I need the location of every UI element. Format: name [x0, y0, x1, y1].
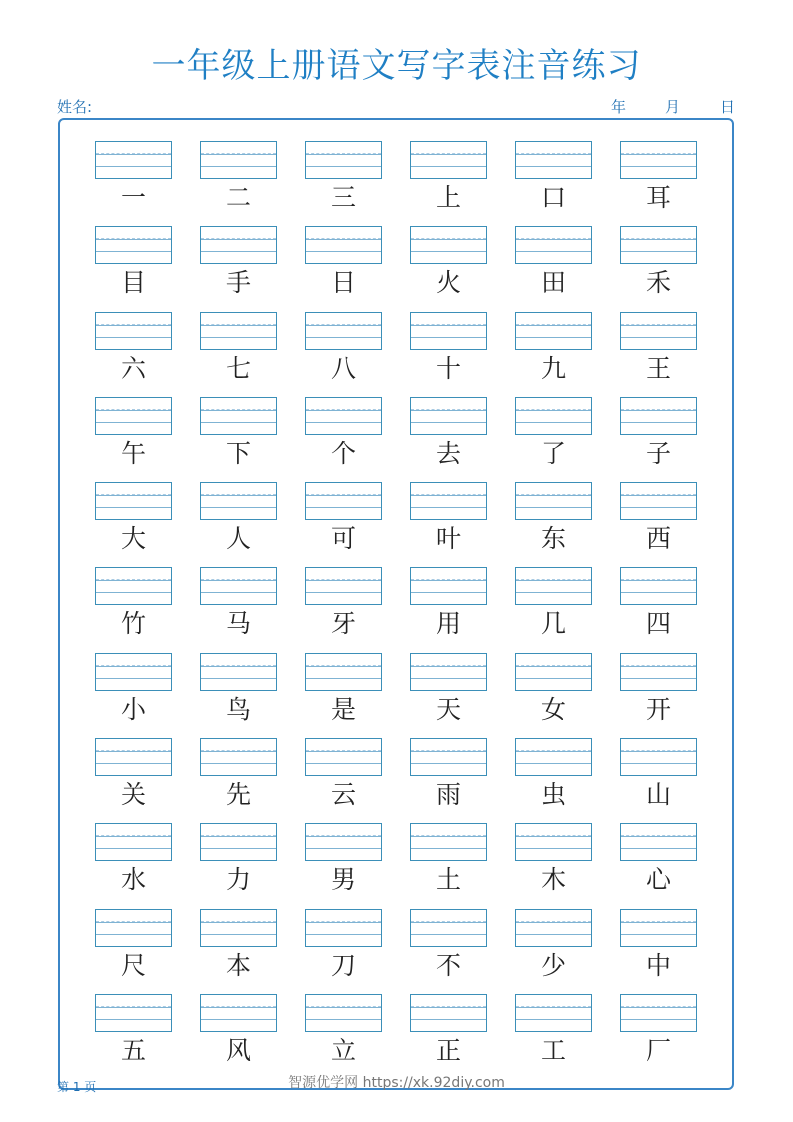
character-cell	[95, 226, 172, 311]
character-cell	[305, 482, 382, 567]
character-cell	[95, 397, 172, 482]
pinyin-writing-box[interactable]	[95, 397, 172, 435]
pinyin-writing-box[interactable]	[305, 738, 382, 776]
hanzi-character: 禾	[645, 268, 671, 298]
pinyin-writing-box[interactable]	[515, 567, 592, 605]
character-cell	[620, 397, 697, 482]
character-cell	[410, 823, 487, 908]
hanzi-character: 西	[645, 524, 671, 554]
hanzi-character: 九	[540, 353, 566, 383]
hanzi-character: 二	[225, 183, 251, 212]
character-cell	[410, 567, 487, 652]
hanzi-character: 鸟	[225, 694, 251, 724]
pinyin-writing-box[interactable]	[410, 909, 487, 947]
pinyin-writing-box[interactable]	[305, 312, 382, 350]
pinyin-writing-box[interactable]	[305, 653, 382, 691]
character-cell	[410, 397, 487, 482]
character-cell	[305, 141, 382, 226]
pinyin-writing-box[interactable]	[410, 994, 487, 1032]
pinyin-writing-box[interactable]	[515, 823, 592, 861]
hanzi-character: 土	[435, 865, 461, 895]
character-cell	[305, 312, 382, 397]
hanzi-character: 关	[120, 780, 146, 810]
character-cell	[410, 226, 487, 311]
pinyin-writing-box[interactable]	[410, 312, 487, 350]
hanzi-character: 十	[435, 353, 461, 383]
pinyin-writing-box[interactable]	[95, 312, 172, 350]
pinyin-writing-box[interactable]	[200, 567, 277, 605]
hanzi-character: 去	[435, 438, 461, 468]
character-cell	[200, 738, 277, 823]
character-cell	[410, 909, 487, 994]
character-cell	[620, 567, 697, 652]
hanzi-character: 心	[645, 865, 671, 895]
character-cell	[620, 994, 697, 1079]
hanzi-character: 小	[120, 694, 146, 724]
pinyin-writing-box[interactable]	[620, 226, 697, 264]
hanzi-character: 一	[120, 183, 146, 212]
character-cell	[95, 994, 172, 1079]
character-cell	[95, 567, 172, 652]
pinyin-writing-box[interactable]	[515, 312, 592, 350]
hanzi-character: 立	[330, 1035, 356, 1065]
character-cell	[200, 909, 277, 994]
pinyin-writing-box[interactable]	[95, 738, 172, 776]
hanzi-character: 目	[120, 268, 146, 298]
character-cell	[410, 482, 487, 567]
pinyin-writing-box[interactable]	[200, 397, 277, 435]
pinyin-writing-box[interactable]	[620, 312, 697, 350]
hanzi-character: 正	[435, 1035, 461, 1065]
pinyin-writing-box[interactable]	[410, 482, 487, 520]
character-cell	[200, 312, 277, 397]
pinyin-writing-box[interactable]	[620, 653, 697, 691]
character-cell	[410, 653, 487, 738]
pinyin-writing-box[interactable]	[410, 141, 487, 179]
pinyin-writing-box[interactable]	[95, 482, 172, 520]
hanzi-character: 大	[120, 524, 146, 554]
character-cell	[305, 653, 382, 738]
hanzi-character: 女	[540, 694, 566, 724]
character-cell	[515, 994, 592, 1079]
hanzi-character: 尺	[120, 950, 146, 980]
pinyin-writing-box[interactable]	[305, 141, 382, 179]
hanzi-character: 用	[435, 609, 461, 639]
hanzi-character: 天	[435, 694, 461, 724]
pinyin-writing-box[interactable]	[410, 226, 487, 264]
hanzi-character: 八	[330, 353, 356, 383]
hanzi-character: 男	[330, 865, 356, 895]
hanzi-character: 午	[120, 438, 146, 468]
character-cell	[95, 482, 172, 567]
character-cell	[515, 226, 592, 311]
pinyin-writing-box[interactable]	[95, 141, 172, 179]
pinyin-writing-box[interactable]	[305, 567, 382, 605]
character-cell	[305, 567, 382, 652]
pinyin-writing-box[interactable]	[515, 141, 592, 179]
hanzi-character: 竹	[120, 609, 146, 639]
page-number: 第 1 页	[57, 1080, 97, 1094]
character-cell	[515, 738, 592, 823]
pinyin-writing-box[interactable]	[515, 226, 592, 264]
character-cell	[200, 141, 277, 226]
hanzi-character: 中	[645, 950, 671, 980]
character-cell	[305, 226, 382, 311]
character-cell	[410, 312, 487, 397]
hanzi-character: 叶	[435, 524, 461, 554]
hanzi-character: 五	[120, 1035, 146, 1065]
character-cell	[95, 141, 172, 226]
hanzi-character: 上	[435, 183, 461, 212]
character-cell	[620, 226, 697, 311]
pinyin-writing-box[interactable]	[305, 226, 382, 264]
hanzi-character: 个	[330, 438, 356, 468]
hanzi-character: 虫	[540, 780, 566, 810]
character-grid	[95, 141, 697, 1079]
pinyin-writing-box[interactable]	[620, 909, 697, 947]
pinyin-writing-box[interactable]	[410, 823, 487, 861]
hanzi-character: 山	[645, 780, 671, 810]
pinyin-writing-box[interactable]	[200, 482, 277, 520]
hanzi-character: 力	[225, 865, 251, 895]
character-cell	[620, 482, 697, 567]
character-cell	[620, 141, 697, 226]
hanzi-character: 四	[645, 609, 671, 639]
pinyin-writing-box[interactable]	[200, 312, 277, 350]
pinyin-writing-box[interactable]	[95, 567, 172, 605]
hanzi-character: 日	[330, 268, 356, 298]
character-cell	[410, 738, 487, 823]
character-cell	[515, 567, 592, 652]
pinyin-writing-box[interactable]	[515, 397, 592, 435]
character-cell	[620, 738, 697, 823]
hanzi-character: 牙	[330, 609, 356, 639]
pinyin-writing-box[interactable]	[200, 823, 277, 861]
site-footer: 智源优学网 https://xk.92diy.com	[288, 1075, 505, 1091]
pinyin-writing-box[interactable]	[200, 738, 277, 776]
hanzi-character: 工	[540, 1035, 566, 1065]
pinyin-writing-box[interactable]	[305, 994, 382, 1032]
character-cell	[95, 653, 172, 738]
character-cell	[95, 823, 172, 908]
hanzi-character: 水	[120, 865, 146, 895]
hanzi-character: 刀	[330, 950, 356, 980]
hanzi-character: 风	[225, 1035, 251, 1065]
hanzi-character: 手	[225, 268, 251, 298]
pinyin-writing-box[interactable]	[620, 738, 697, 776]
hanzi-character: 几	[540, 609, 566, 639]
page-title: 一年级上册语文写字表注音练习	[151, 46, 642, 86]
pinyin-writing-box[interactable]	[305, 482, 382, 520]
pinyin-writing-box[interactable]	[515, 909, 592, 947]
character-cell	[200, 567, 277, 652]
character-cell	[305, 738, 382, 823]
pinyin-writing-box[interactable]	[515, 738, 592, 776]
pinyin-writing-box[interactable]	[410, 653, 487, 691]
character-cell	[95, 738, 172, 823]
character-cell	[200, 226, 277, 311]
pinyin-writing-box[interactable]	[95, 909, 172, 947]
pinyin-writing-box[interactable]	[305, 909, 382, 947]
character-cell	[515, 397, 592, 482]
hanzi-character: 马	[225, 609, 251, 639]
character-cell	[515, 482, 592, 567]
hanzi-character: 厂	[645, 1035, 671, 1065]
character-cell	[515, 823, 592, 908]
hanzi-character: 先	[225, 780, 251, 810]
pinyin-writing-box[interactable]	[200, 226, 277, 264]
hanzi-character: 七	[225, 353, 251, 383]
pinyin-writing-box[interactable]	[95, 994, 172, 1032]
year-label: 年	[611, 98, 627, 116]
pinyin-writing-box[interactable]	[95, 226, 172, 264]
hanzi-character: 本	[225, 950, 251, 980]
pinyin-writing-box[interactable]	[515, 994, 592, 1032]
pinyin-writing-box[interactable]	[620, 823, 697, 861]
pinyin-writing-box[interactable]	[305, 397, 382, 435]
pinyin-writing-box[interactable]	[200, 141, 277, 179]
character-cell	[305, 823, 382, 908]
hanzi-character: 口	[540, 183, 566, 212]
character-cell	[200, 823, 277, 908]
character-cell	[620, 653, 697, 738]
hanzi-character: 火	[435, 268, 461, 298]
pinyin-writing-box[interactable]	[620, 141, 697, 179]
hanzi-character: 雨	[435, 780, 461, 810]
character-cell	[305, 397, 382, 482]
pinyin-writing-box[interactable]	[620, 482, 697, 520]
pinyin-writing-box[interactable]	[620, 567, 697, 605]
day-label: 日	[720, 98, 736, 116]
hanzi-character: 王	[645, 353, 671, 383]
pinyin-writing-box[interactable]	[200, 994, 277, 1032]
pinyin-writing-box[interactable]	[95, 653, 172, 691]
character-cell	[515, 141, 592, 226]
hanzi-character: 云	[330, 780, 356, 810]
character-cell	[515, 312, 592, 397]
pinyin-writing-box[interactable]	[515, 653, 592, 691]
hanzi-character: 子	[645, 438, 671, 468]
hanzi-character: 耳	[645, 183, 671, 212]
hanzi-character: 可	[330, 524, 356, 554]
character-cell	[620, 823, 697, 908]
character-cell	[200, 994, 277, 1079]
pinyin-writing-box[interactable]	[410, 567, 487, 605]
hanzi-character: 木	[540, 865, 566, 895]
character-cell	[200, 482, 277, 567]
character-cell	[305, 909, 382, 994]
character-cell	[200, 397, 277, 482]
character-cell	[200, 653, 277, 738]
pinyin-writing-box[interactable]	[200, 909, 277, 947]
pinyin-writing-box[interactable]	[200, 653, 277, 691]
hanzi-character: 人	[225, 524, 251, 554]
hanzi-character: 不	[435, 950, 461, 980]
hanzi-character: 东	[540, 524, 566, 554]
pinyin-writing-box[interactable]	[410, 738, 487, 776]
pinyin-writing-box[interactable]	[620, 397, 697, 435]
name-label: 姓名:	[57, 98, 93, 116]
character-cell	[620, 909, 697, 994]
hanzi-character: 三	[330, 183, 356, 212]
hanzi-character: 下	[225, 438, 251, 468]
character-cell	[95, 909, 172, 994]
pinyin-writing-box[interactable]	[410, 397, 487, 435]
hanzi-character: 是	[330, 694, 356, 724]
hanzi-character: 了	[540, 438, 566, 468]
hanzi-character: 少	[540, 950, 566, 980]
hanzi-character: 田	[540, 268, 566, 298]
pinyin-writing-box[interactable]	[305, 823, 382, 861]
character-cell	[620, 312, 697, 397]
pinyin-writing-box[interactable]	[95, 823, 172, 861]
month-label: 月	[665, 98, 681, 116]
character-cell	[95, 312, 172, 397]
hanzi-character: 开	[645, 694, 671, 724]
character-cell	[515, 653, 592, 738]
hanzi-character: 六	[120, 353, 146, 383]
character-cell	[515, 909, 592, 994]
character-cell	[410, 141, 487, 226]
pinyin-writing-box[interactable]	[515, 482, 592, 520]
pinyin-writing-box[interactable]	[620, 994, 697, 1032]
character-cell	[410, 994, 487, 1079]
character-cell	[305, 994, 382, 1079]
